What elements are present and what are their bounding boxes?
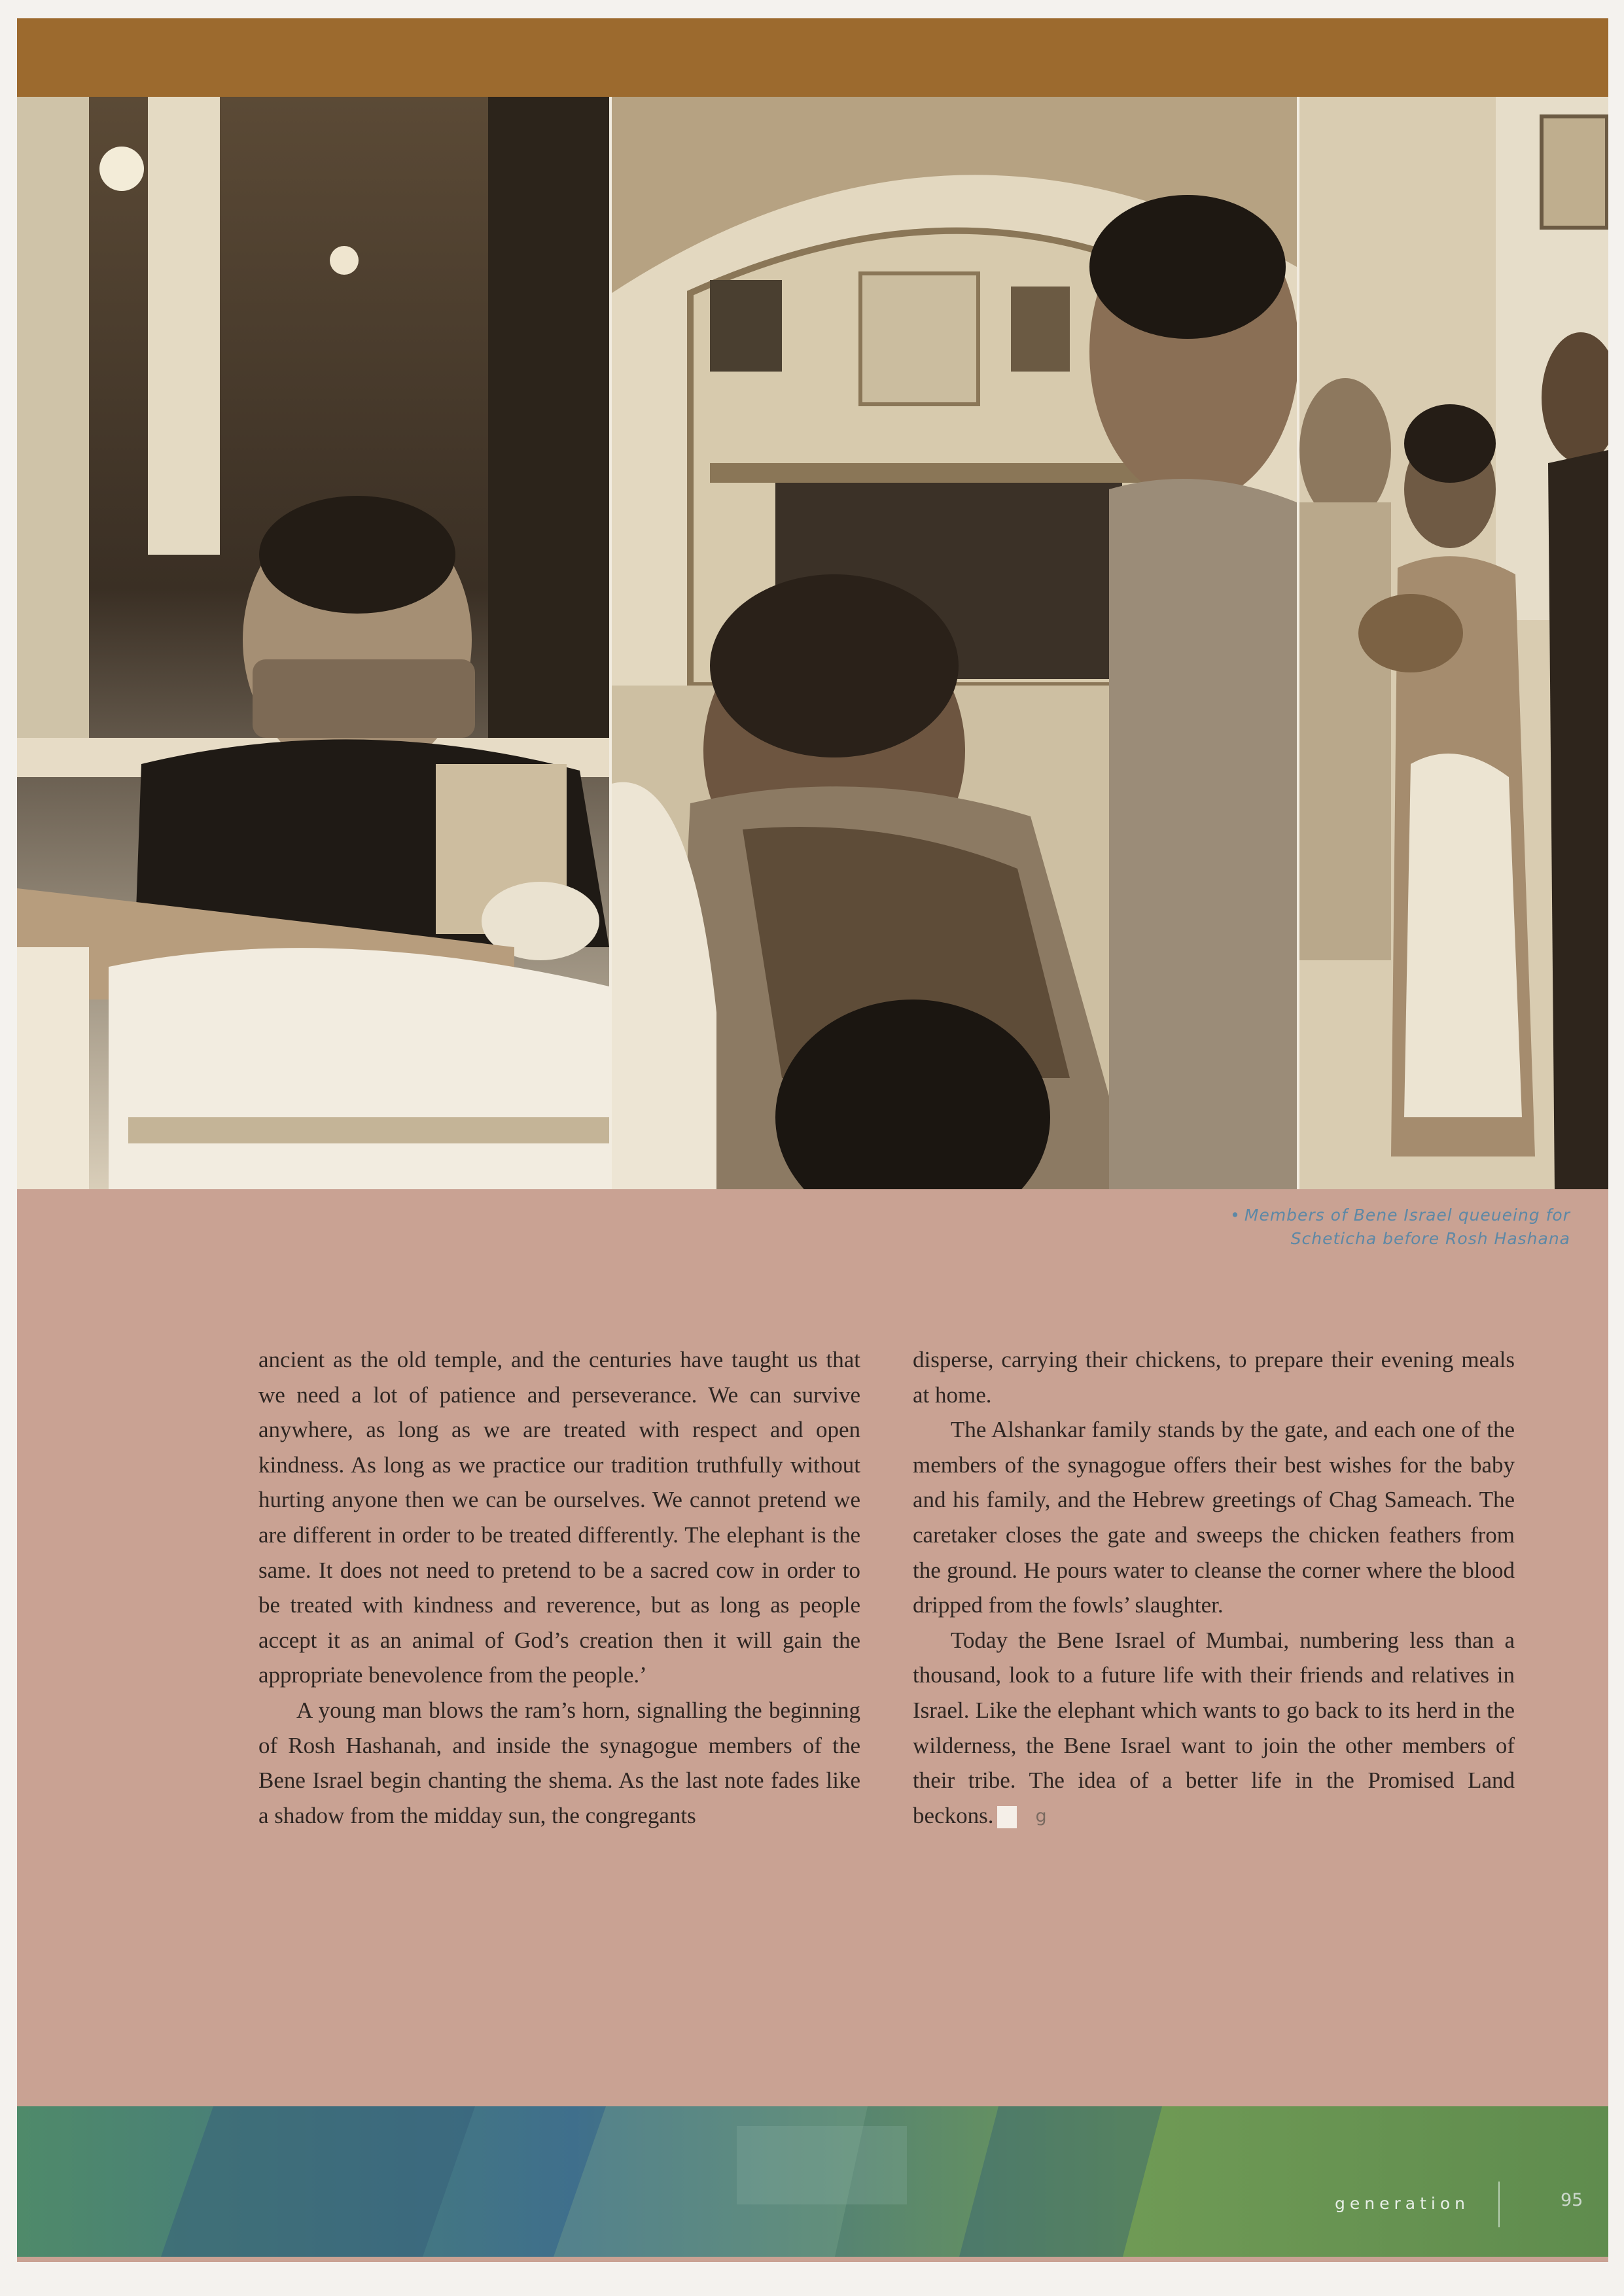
paragraph: ancient as the old temple, and the centuries have taught us that we need a lot of patience and perseverance. We can survive anywhere, as long as we are treated with respect and open kindness. As long as we practice our tradition truthfully without hurting anyone then we can be ourselves. We cannot pretend we are different in order to be treated differently. The elephant is the same. It does not need to pretend to be a sacred cow in order to be treated with kindness and reverence, but as long as people accept it as an animal of God’s creation then it will gain the appropriate benevolence from the people.’	[258, 1347, 860, 1688]
paragraph-text: Today the Bene Israel of Mumbai, numbering less than a thousand, look to a future life with their friends and relatives in Israel. Like the elephant which wants to go back to its herd in the wilderness, the Bene Israel want to join the other members of their tribe. The idea of a better life in the Promised Land beckons.	[913, 1627, 1515, 1828]
sepia-photo-2	[612, 97, 1297, 1189]
folio-divider	[1498, 2182, 1500, 2227]
footer-color-band	[17, 2106, 1608, 2257]
photo-smiling-woman-synagogue	[612, 97, 1297, 1189]
paragraph: A young man blows the ram’s horn, signalling the beginning of Rosh Hashanah, and inside the synagogue members of the Bene Israel begin chanting the shema. As the last note fades like a shadow from the midday sun, the congregants	[258, 1697, 860, 1828]
paragraph-final	[913, 1623, 1515, 1834]
sepia-photo-3	[1299, 97, 1608, 1189]
photo-caption	[1171, 1204, 1570, 1251]
caption-bullet: •	[1230, 1206, 1241, 1225]
caption-text: Members of Bene Israel queueing for Scheticha before Rosh Hashana	[1244, 1206, 1570, 1248]
text-column-right	[913, 1342, 1515, 1833]
end-of-article-mark: g	[997, 1806, 1017, 1828]
photo-spread	[17, 97, 1608, 1189]
footer-graphic	[17, 2106, 1608, 2257]
top-color-band	[17, 18, 1608, 97]
text-column-left	[258, 1342, 860, 1833]
sepia-photo-1	[17, 97, 609, 1189]
paragraph: disperse, carrying their chickens, to prepare their evening meals at home.	[913, 1347, 1515, 1408]
page-number: 95	[1561, 2190, 1583, 2210]
magazine-name: generation	[1335, 2194, 1470, 2213]
paragraph: The Alshankar family stands by the gate, and each one of the members of the synagogue offers their best wishes for the baby and his family, and the Hebrew greetings of Chag Sameach. The caretaker closes the gate and sweeps the chicken feathers from the ground. He pours water to cleanse the corner where the blood dripped from the fowls’ slaughter.	[913, 1417, 1515, 1618]
photo-woman-feeding-baby	[17, 97, 609, 1189]
photo-queue-with-chickens	[1299, 97, 1608, 1189]
